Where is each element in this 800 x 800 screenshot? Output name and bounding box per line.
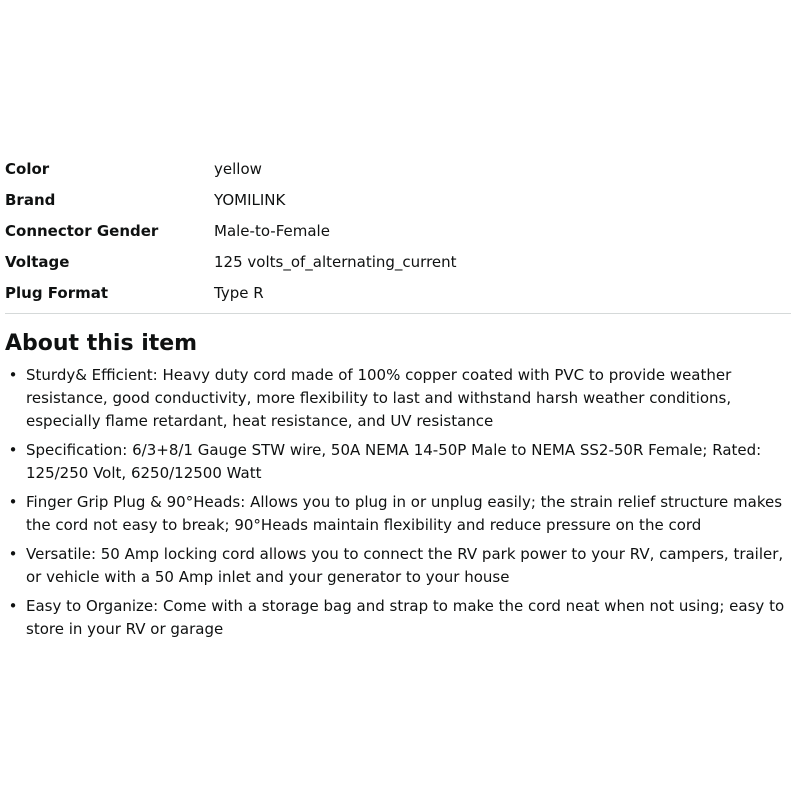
spec-value: YOMILINK <box>214 190 286 209</box>
list-item <box>5 364 790 433</box>
spec-value: Type R <box>214 283 264 302</box>
spec-value: Male-to-Female <box>214 221 330 240</box>
spec-label: Voltage <box>5 252 70 271</box>
spec-label: Brand <box>5 190 56 209</box>
bullet-text: Finger Grip Plug & 90°Heads: Allows you to plug in or unplug easily; the strain relief structure makes the cord not easy to break; 90°Heads maintain flexibility and reduce pressure on the cord <box>26 493 783 534</box>
spec-row-brand <box>5 184 795 215</box>
bullet-icon: • <box>8 493 18 511</box>
bullet-icon: • <box>8 545 18 563</box>
spec-value: 125 volts_of_alternating_current <box>214 252 457 271</box>
list-item <box>5 595 790 641</box>
spec-label: Connector Gender <box>5 221 159 240</box>
bullet-icon: • <box>8 366 18 384</box>
spec-label: Plug Format <box>5 283 109 302</box>
spec-label: Color <box>5 159 50 178</box>
bullet-icon: • <box>8 441 18 459</box>
list-item <box>5 543 790 589</box>
bullet-text: Easy to Organize: Come with a storage bag and strap to make the cord neat when not using; easy to store in your RV or garage <box>26 597 785 638</box>
bullet-icon: • <box>8 597 18 615</box>
bullet-text: Sturdy& Efficient: Heavy duty cord made of 100% copper coated with PVC to provide weather resistance, good conductivity, more flexibility to last and withstand harsh weather conditions, especially flame retardant, heat resistance, and UV resistance <box>26 366 732 430</box>
spec-row-connector-gender <box>5 215 795 246</box>
bullet-text: Versatile: 50 Amp locking cord allows you to connect the RV park power to your RV, campers, trailer, or vehicle with a 50 Amp inlet and your generator to your house <box>26 545 784 586</box>
spec-row-voltage <box>5 246 795 277</box>
spec-row-color <box>5 153 795 184</box>
about-bullet-list <box>5 364 790 647</box>
spec-row-plug-format <box>5 277 795 308</box>
bullet-text: Specification: 6/3+8/1 Gauge STW wire, 50A NEMA 14-50P Male to NEMA SS2-50R Female; Rated: 125/250 Volt, 6250/12500 Watt <box>26 441 762 482</box>
section-divider <box>5 313 791 314</box>
product-specs-table <box>5 153 795 308</box>
list-item <box>5 439 790 485</box>
list-item <box>5 491 790 537</box>
spec-value: yellow <box>214 159 262 178</box>
about-section-title: About this item <box>5 331 198 356</box>
